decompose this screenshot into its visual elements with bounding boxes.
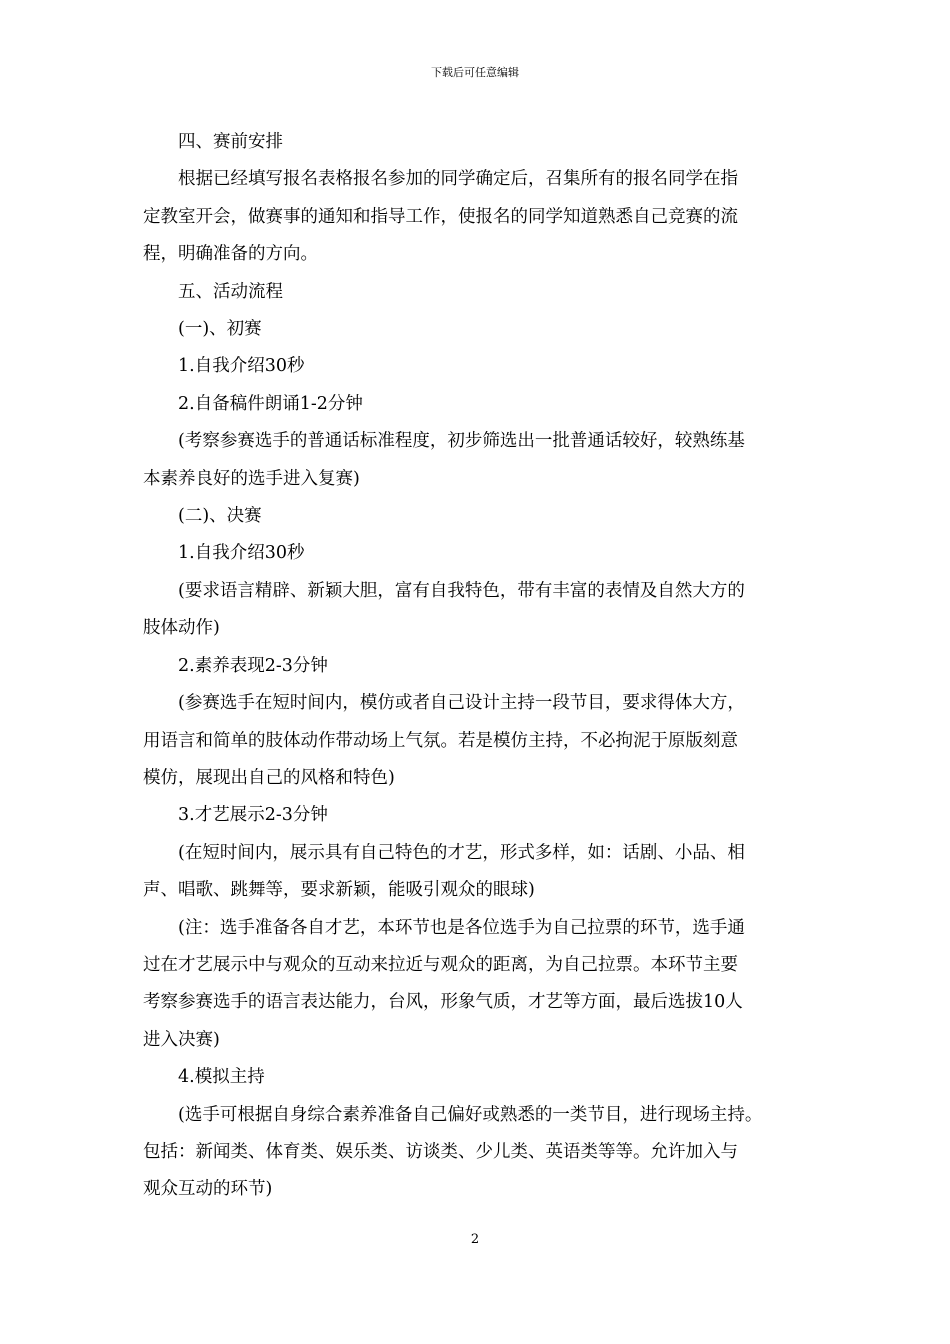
paragraph-line: 定教室开会，做赛事的通知和指导工作，使报名的同学知道熟悉自己竞赛的流: [143, 206, 738, 227]
paragraph-line: 肢体动作): [143, 618, 220, 639]
paragraph-line: (注：选手准备各自才艺，本环节也是各位选手为自己拉票的环节，选手通: [178, 917, 745, 938]
paragraph-line: 模仿，展现出自己的风格和特色): [143, 767, 395, 788]
page-number: 2: [470, 1232, 480, 1247]
list-item: 2.自备稿件朗诵1-2分钟: [178, 393, 363, 414]
page-header: 下载后可任意编辑: [431, 66, 519, 79]
subsection-heading-final: (二)、决赛: [178, 506, 262, 527]
paragraph-line: 过在才艺展示中与观众的互动来拉近与观众的距离，为自己拉票。本环节主要: [143, 954, 738, 975]
paragraph-line: (要求语言精辟、新颖大胆，富有自我特色，带有丰富的表情及自然大方的: [178, 580, 745, 601]
paragraph-line: 包括：新闻类、体育类、娱乐类、访谈类、少儿类、英语类等等。允许加入与: [143, 1141, 738, 1162]
paragraph-line: 进入决赛): [143, 1029, 220, 1050]
paragraph-line: 声、唱歌、跳舞等，要求新颖，能吸引观众的眼球): [143, 880, 535, 901]
paragraph-line: 根据已经填写报名表格报名参加的同学确定后，召集所有的报名同学在指: [178, 169, 738, 190]
document-body: [143, 124, 807, 1209]
paragraph-line: (参赛选手在短时间内，模仿或者自己设计主持一段节目，要求得体大方，: [178, 693, 745, 714]
paragraph-line: 考察参赛选手的语言表达能力，台风，形象气质，才艺等方面，最后选拔10人: [143, 992, 743, 1013]
paragraph-line: 本素养良好的选手进入复赛): [143, 468, 360, 489]
subsection-heading-preliminary: (一)、初赛: [178, 319, 262, 340]
section-heading-activity-flow: 五、活动流程: [178, 281, 283, 302]
list-item: 2.素养表现2-3分钟: [178, 655, 328, 676]
paragraph-line: 程，明确准备的方向。: [143, 244, 318, 265]
list-item: 1.自我介绍30秒: [178, 543, 305, 564]
paragraph-line: 观众互动的环节): [143, 1179, 273, 1200]
list-item: 4.模拟主持: [178, 1067, 265, 1088]
paragraph-line: 用语言和简单的肢体动作带动场上气氛。若是模仿主持，不必拘泥于原版刻意: [143, 730, 738, 751]
list-item: 3.才艺展示2-3分钟: [178, 805, 328, 826]
paragraph-line: (考察参赛选手的普通话标准程度，初步筛选出一批普通话较好，较熟练基: [178, 431, 745, 452]
paragraph-line: (在短时间内，展示具有自己特色的才艺，形式多样，如：话剧、小品、相: [178, 842, 745, 863]
list-item: 1.自我介绍30秒: [178, 356, 305, 377]
section-heading-pre-match: 四、赛前安排: [178, 132, 283, 152]
paragraph-line: (选手可根据自身综合素养准备自己偏好或熟悉的一类节目，进行现场主持。: [178, 1104, 763, 1125]
